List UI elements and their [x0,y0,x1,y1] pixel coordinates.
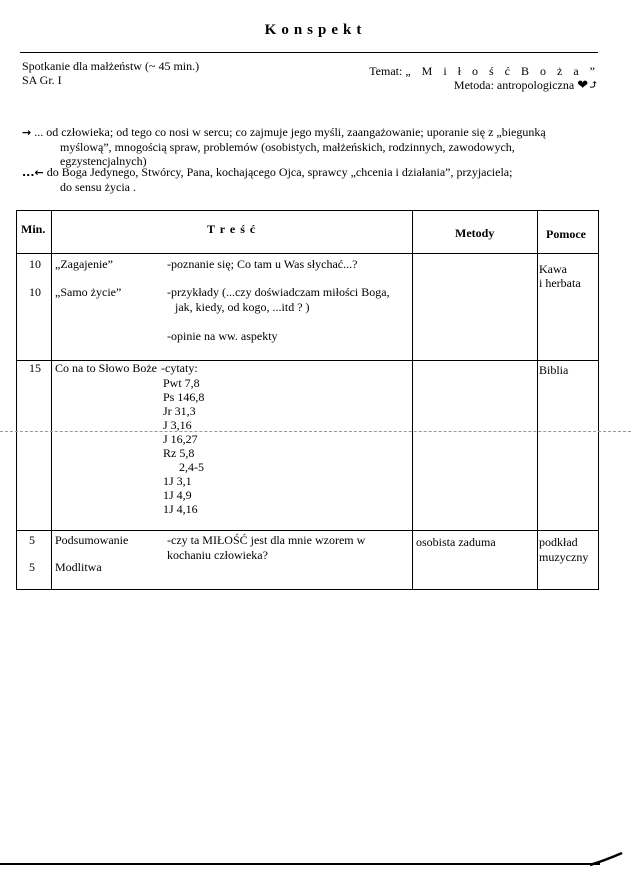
row-divider [17,530,598,531]
row1-text-c: -opinie na ww. aspekty [167,329,278,343]
row3-min-a: 5 [29,533,35,547]
header-methods: Metody [455,226,495,240]
topic-info [369,64,599,92]
intro-paragraph-to-god [22,165,600,194]
bible-ref: Jr 31,3 [163,404,196,418]
row1-min-b: 10 [29,285,41,299]
intro-text-b: myślową”, mnogością spraw, problemów (osobistych, małżeńskich, rodzinnych, zawodowych, [60,140,515,155]
header-min: Min. [21,222,46,236]
row1-label-a: „Zagajenie” [55,257,113,271]
row1-text-b: -przykłady (...czy doświadczam miłości Boga, [167,285,390,299]
bible-ref: Rz 5,8 [163,446,195,460]
lesson-plan-table [16,210,599,590]
group-name: SA Gr. I [22,73,62,87]
bottom-divider [0,863,600,865]
row1-text-b-cont: jak, kiedy, od kogo, ...itd ? ) [175,300,310,314]
bible-ref: Pwt 7,8 [163,376,200,390]
col-divider [51,211,52,589]
row3-aids-a: podkład [539,535,578,549]
intro2-text-b: do sensu życia . [60,180,136,195]
bible-ref: 2,4-5 [179,460,204,474]
col-divider [412,211,413,589]
row2-label: Co na to Słowo Boże [55,361,157,375]
bible-ref: J 16,27 [163,432,198,446]
header-aids: Pomoce [546,227,586,241]
topic-value: „ M i ł o ś ć B o ż a ” [405,64,599,78]
method-line [369,78,599,92]
row1-min-a: 10 [29,257,41,271]
left-arrow-icon: ...← [22,166,44,179]
meeting-info [22,59,199,87]
intro-text-a: ... od człowieka; od tego co nosi w sercu; co zajmuje jego myśli, zaangażowanie; uporanie się z „biegunką [34,125,546,139]
scan-artifact-line [0,431,631,432]
row3-text-a: -czy ta MIŁOŚĆ jest dla mnie wzorem w [167,533,366,547]
bible-ref: J 3,16 [163,418,192,432]
topic-line [369,64,599,78]
heart-arrow-icon: ❤⤴ [577,77,599,92]
bible-ref: Ps 146,8 [163,390,205,404]
row1-label-b: „Samo życie” [55,285,122,299]
document-title: Konspekt [264,22,367,38]
row1-aids-b: i herbata [539,276,581,290]
row1-aids-a: Kawa [539,262,567,276]
bible-ref: 1J 3,1 [163,474,192,488]
row2-intro: -cytaty: [161,361,198,375]
row3-methods: osobista zaduma [416,535,496,549]
row-divider [17,253,598,254]
bible-ref: 1J 4,9 [163,488,192,502]
row3-label-b: Modlitwa [55,560,102,574]
col-divider [537,211,538,589]
meeting-description: Spotkanie dla małżeństw (~ 45 min.) [22,59,200,73]
intro2-text-a: do Boga Jedynego, Stwórcy, Pana, kochającego Ojca, sprawcy „chcenia i działania”, przyjaciela; [46,165,513,179]
row3-aids-b: muzyczny [539,550,589,564]
row3-min-b: 5 [29,560,35,574]
row3-label-a: Podsumowanie [55,533,129,547]
row2-aids: Biblia [539,363,569,377]
intro-paragraph-from-human [22,125,600,169]
row3-text-b: kochaniu człowieka? [167,548,268,562]
header-content: T r e ś ć [207,222,257,236]
row1-text-a: -poznanie się; Co tam u Was słychać...? [167,257,358,271]
bible-ref: 1J 4,16 [163,502,198,516]
method-label: Metoda: antropologiczna [453,78,575,92]
intro-text-c: egzystencjalnych) [60,154,147,169]
right-arrow-icon: → [22,126,32,139]
pen-stroke-icon [588,850,624,868]
top-divider [20,52,598,53]
row2-min: 15 [29,361,41,375]
topic-label: Temat: [369,64,403,78]
